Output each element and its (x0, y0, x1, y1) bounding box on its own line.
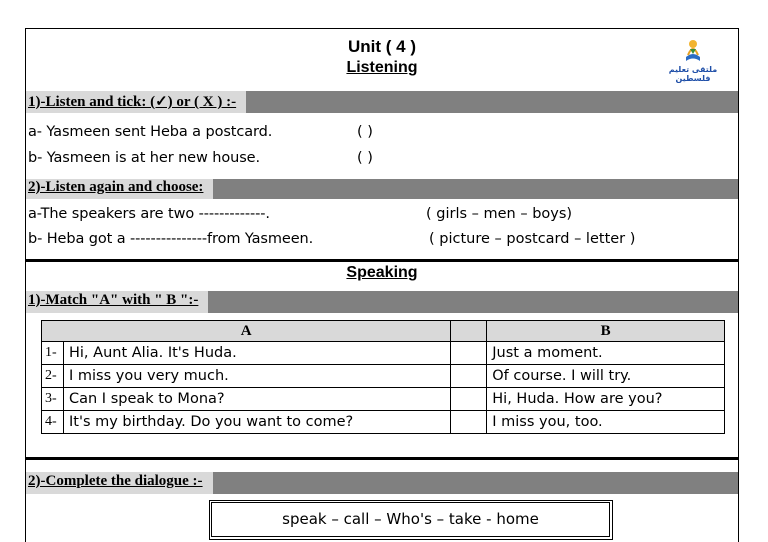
school-logo (652, 35, 734, 83)
speaking-q1-bar (26, 291, 738, 313)
row-number: 2- (42, 365, 64, 388)
column-b-header: B (487, 321, 725, 342)
section-divider (26, 259, 738, 262)
tick-blank-b: ( ) (357, 150, 373, 166)
speaking-q1-label: 1)-Match "A" with " B ":- (26, 291, 208, 313)
listening-q1-label: 1)-Listen and tick: (✓) or ( X ) :- (26, 91, 246, 113)
listening-q1-bar (26, 91, 738, 113)
answer-cell (451, 342, 487, 365)
phrase-a: I miss you very much. (64, 365, 451, 388)
speaking-title: Speaking (346, 264, 418, 281)
unit-title: Unit ( 4 ) (348, 37, 416, 56)
listening-q2-bar (26, 179, 738, 199)
choices-b: ( picture – postcard – letter ) (429, 231, 636, 247)
word-bank: speak – call – Who's – take - home (209, 500, 613, 540)
phrase-a: Hi, Aunt Alia. It's Huda. (64, 342, 451, 365)
listening-q2-item-a: a-The speakers are two -------------. (28, 206, 270, 222)
listening-q1-item-b: b- Yasmeen is at her new house. (28, 150, 260, 166)
phrase-b: Hi, Huda. How are you? (487, 388, 725, 411)
column-gap-header (451, 321, 487, 342)
row-number: 4- (42, 411, 64, 434)
table-row (42, 388, 725, 411)
logo-icon (652, 35, 734, 65)
speaking-q2-bar (26, 472, 738, 494)
match-table-header (42, 321, 725, 342)
phrase-a: It's my birthday. Do you want to come? (64, 411, 451, 434)
listening-q1-item-a: a- Yasmeen sent Heba a postcard. (28, 124, 273, 140)
match-table (41, 320, 725, 434)
listening-q2-item-b: b- Heba got a ---------------from Yasmeen. (28, 231, 314, 247)
phrase-b: Just a moment. (487, 342, 725, 365)
column-a-header: A (42, 321, 451, 342)
logo-text: ملتقى تعليم فلسطين (668, 65, 718, 83)
row-number: 1- (42, 342, 64, 365)
table-row (42, 342, 725, 365)
phrase-b: Of course. I will try. (487, 365, 725, 388)
listening-q2-label: 2)-Listen again and choose: (26, 179, 213, 199)
section-divider-2 (26, 457, 738, 460)
answer-cell (451, 388, 487, 411)
choices-a: ( girls – men – boys) (426, 206, 573, 222)
answer-cell (451, 411, 487, 434)
phrase-b: I miss you, too. (487, 411, 725, 434)
answer-cell (451, 365, 487, 388)
phrase-a: Can I speak to Mona? (64, 388, 451, 411)
table-row (42, 365, 725, 388)
table-row (42, 411, 725, 434)
row-number: 3- (42, 388, 64, 411)
tick-blank-a: ( ) (357, 124, 373, 140)
speaking-q2-label: 2)-Complete the dialogue :- (26, 472, 213, 494)
worksheet (25, 28, 739, 542)
listening-title: Listening (346, 59, 418, 76)
